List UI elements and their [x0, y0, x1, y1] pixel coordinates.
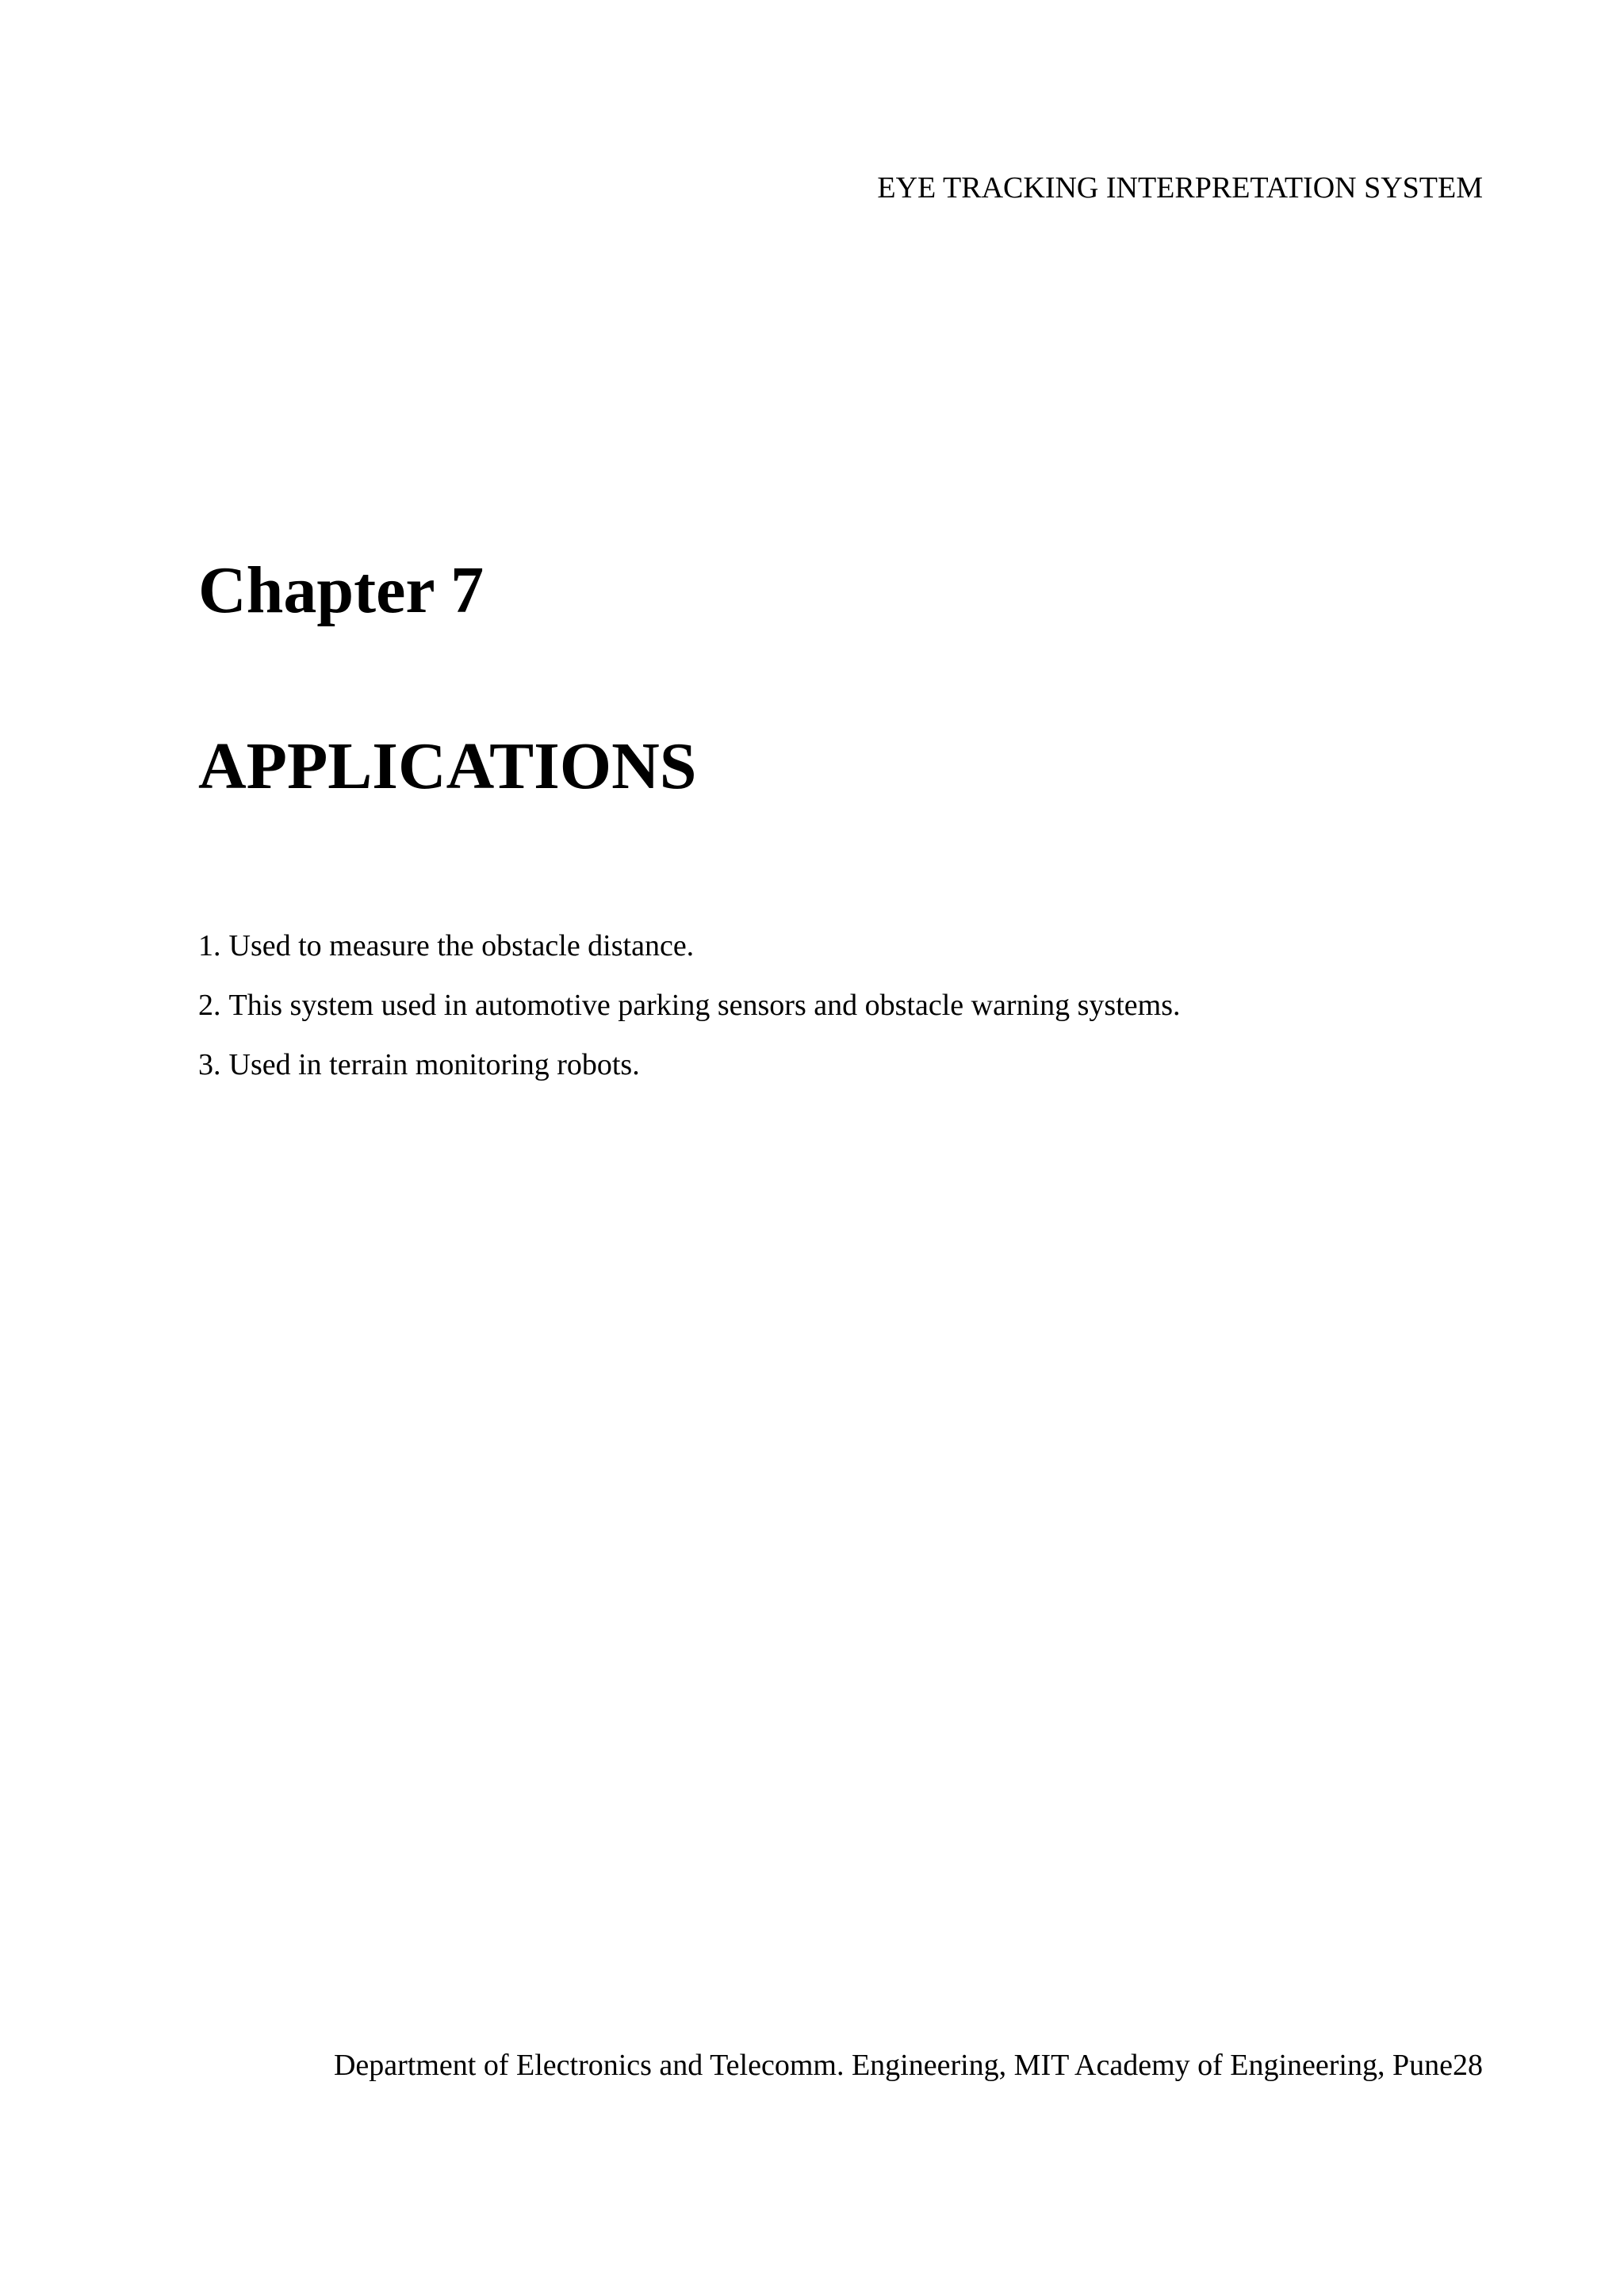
page-number: 28 — [1453, 2049, 1483, 2082]
chapter-title: APPLICATIONS — [198, 729, 697, 803]
page-footer — [334, 2045, 1483, 2085]
list-item-text: Used to measure the obstacle distance. — [228, 929, 695, 962]
list-item-text: Used in terrain monitoring robots. — [228, 1048, 640, 1081]
list-item-number: 1. — [198, 929, 221, 962]
list-item-number: 2. — [198, 989, 221, 1022]
list-item — [198, 1043, 1181, 1102]
list-item-text: This system used in automotive parking sensors and obstacle warning systems. — [228, 989, 1181, 1022]
chapter-label: Chapter 7 — [198, 553, 485, 627]
list-item — [198, 924, 1181, 983]
list-item — [198, 983, 1181, 1043]
list-item-number: 3. — [198, 1048, 221, 1081]
applications-list — [198, 924, 1181, 1102]
footer-text: Department of Electronics and Telecomm. Engineering, MIT Academy of Engineering, Pune — [333, 2049, 1453, 2082]
running-header: EYE TRACKING INTERPRETATION SYSTEM — [877, 171, 1483, 205]
